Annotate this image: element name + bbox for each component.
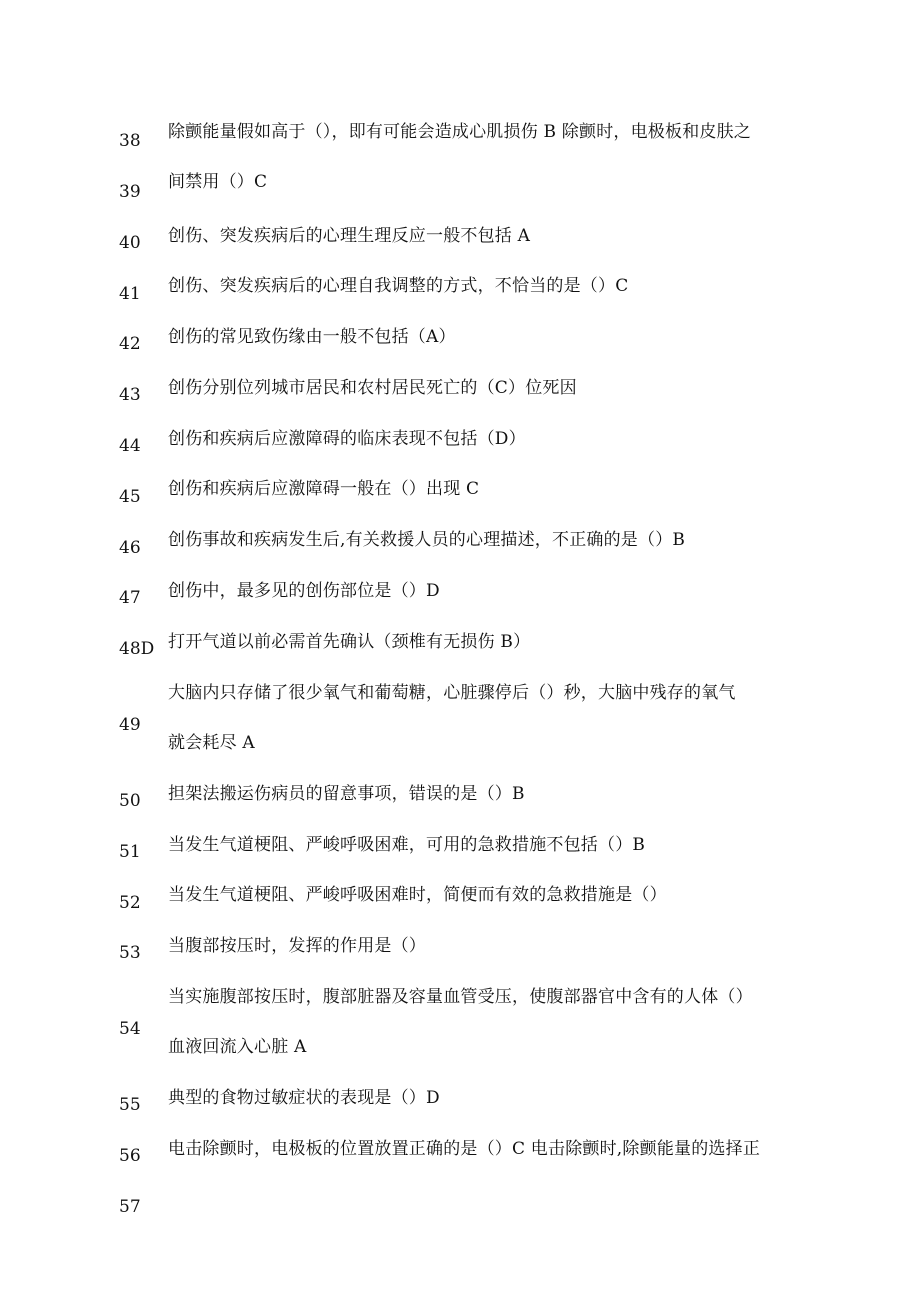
question-text: 创伤和疾病后应激障碍的临床表现不包括（D） [168, 429, 526, 449]
question-text: 大脑内只存储了很少氧气和葡萄糖，心脏骤停后（）秒，大脑中残存的氧气 [168, 683, 736, 703]
question-text: 当发生气道梗阻、严峻呼吸困难时，简便而有效的急救措施是（） [168, 885, 667, 905]
question-number: 48D [119, 639, 155, 659]
question-text: 当腹部按压时，发挥的作用是（） [168, 936, 426, 956]
question-number: 46 [119, 538, 141, 558]
question-number: 43 [119, 385, 141, 405]
question-text: 除颤能量假如高于（），即有可能会造成心肌损伤 B 除颤时，电极板和皮肤之 [168, 122, 751, 142]
question-number: 39 [119, 182, 141, 202]
question-number: 51 [119, 842, 141, 862]
question-number: 40 [119, 233, 141, 253]
question-text: 创伤、突发疾病后的心理自我调整的方式，不恰当的是（）C [168, 276, 629, 296]
question-text-continued: 就会耗尽 A [168, 733, 255, 753]
question-text: 打开气道以前必需首先确认（颈椎有无损伤 B） [168, 632, 531, 652]
question-number: 42 [119, 334, 141, 354]
question-number: 53 [119, 943, 141, 963]
question-text: 当实施腹部按压时，腹部脏器及容量血管受压，使腹部器官中含有的人体（） [168, 987, 753, 1007]
question-number: 38 [119, 131, 141, 151]
question-number: 41 [119, 284, 141, 304]
question-text-continued: 血液回流入心脏 A [168, 1037, 307, 1057]
question-text: 创伤分别位列城市居民和农村居民死亡的（C）位死因 [168, 378, 577, 398]
question-number: 54 [119, 1019, 141, 1039]
question-text: 电击除颤时，电极板的位置放置正确的是（）C 电击除颤时,除颤能量的选择正 [168, 1139, 761, 1159]
question-text: 创伤、突发疾病后的心理生理反应一般不包括 A [168, 226, 531, 246]
question-number: 52 [119, 893, 141, 913]
question-text: 创伤事故和疾病发生后,有关救援人员的心理描述，不正确的是（）B [168, 530, 686, 550]
question-text: 担架法搬运伤病员的留意事项，错误的是（）B [168, 784, 525, 804]
question-text: 创伤的常见致伤缘由一般不包括（A） [168, 327, 456, 347]
question-text: 创伤和疾病后应激障碍一般在（）出现 C [168, 479, 480, 499]
question-number: 47 [119, 588, 141, 608]
question-number: 56 [119, 1146, 141, 1166]
question-number: 55 [119, 1095, 141, 1115]
question-number: 49 [119, 715, 141, 735]
question-text: 创伤中，最多见的创伤部位是（）D [168, 581, 440, 601]
question-number: 50 [119, 791, 141, 811]
question-text: 当发生气道梗阻、严峻呼吸困难，可用的急救措施不包括（）B [168, 835, 646, 855]
question-text: 典型的食物过敏症状的表现是（）D [168, 1088, 440, 1108]
question-number: 57 [119, 1197, 141, 1217]
question-number: 44 [119, 436, 141, 456]
question-text: 间禁用（）C [168, 172, 268, 192]
question-number: 45 [119, 487, 141, 507]
